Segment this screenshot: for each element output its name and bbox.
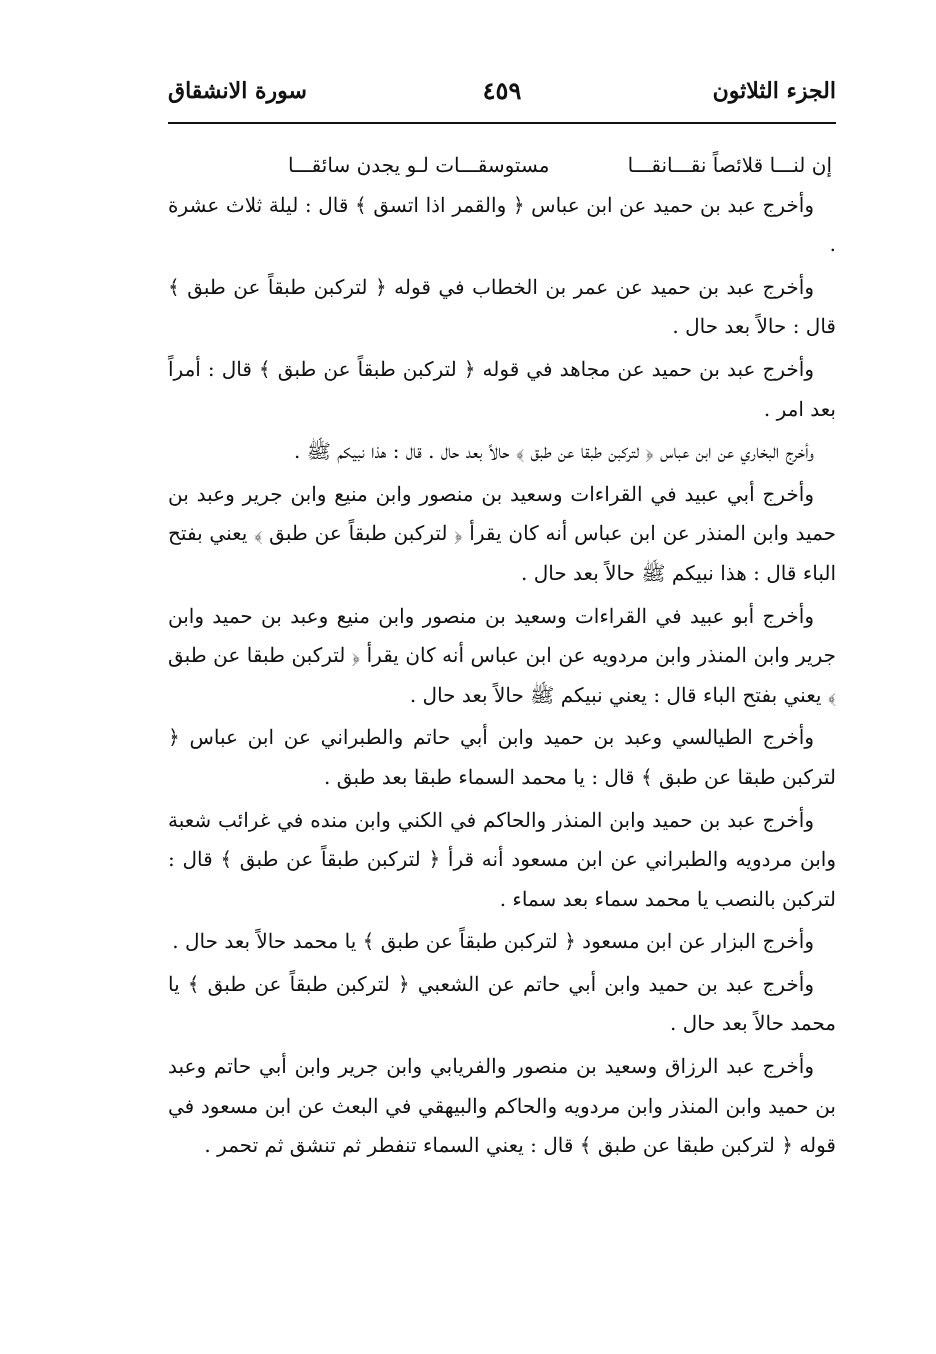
narration-paragraph: وأخرج أبو عبيد في القراءات وسعيد بن منصور وابن منيع وعبد بن حميد وابن جرير وابن المنذر وابن مردويه عن ابن عباس أنه كان يقرأ ﴿ لتركبن طبقا عن طبق ﴾ يعني بفتح الباء قال : يعني نبيكم ﷺ حالاً بعد حال . [168, 603, 836, 707]
page-number: ٤٥٩ [482, 76, 522, 105]
surah-label: سورة الانشقاق [168, 78, 307, 104]
narration-paragraph: وأخرج عبد الرزاق وسعيد بن منصور والفريابي وابن جرير وابن أبي حاتم وعبد بن حميد وابن المنذر وابن مردويه والحاكم والبيهقي في البعث عن ابن مسعود في قوله ﴿ لتركبن طبقا عن طبق ﴾ قال : يعني السماء تنفطر ثم تنشق ثم تحمر . [168, 1054, 836, 1158]
narration-paragraph: وأخرج الطيالسي وعبد بن حميد وابن أبي حاتم والطبراني عن ابن عباس ﴿ لتركبن طبقا عن طبق ﴾ قال : يا محمد السماء طبقا بعد طبق . [168, 725, 836, 789]
narration-paragraph: وأخرج عبد بن حميد وابن أبي حاتم عن الشعبي ﴿ لتركبن طبقاً عن طبق ﴾ يا محمد حالاً بعد حال . [168, 971, 836, 1036]
narration-paragraph: وأخرج عبد بن حميد عن ابن عباس ﴿ والقمر اذا اتسق ﴾ قال : ليلة ثلاث عشرة . [168, 192, 836, 257]
page-header [168, 72, 836, 116]
narration-paragraph: وأخرج عبد بن حميد عن مجاهد في قوله ﴿ لتركبن طبقاً عن طبق ﴾ قال : أمراً بعد امر . [168, 356, 836, 421]
juz-label: الجزء الثلاثون [712, 78, 836, 104]
verse-second-hemistich: مستوسقـــات لـو يجدن سائقـــا [288, 153, 550, 177]
header-divider [168, 122, 836, 124]
page-body [168, 146, 836, 1166]
narration-paragraph: وأخرج عبد بن حميد وابن المنذر والحاكم في الكني وابن منده في غرائب شعبة وابن مردويه والطبراني عن ابن مسعود أنه قرأ ﴿ لتركبن طبقاً عن طبق ﴾ قال : لتركبن بالنصب يا محمد سماء بعد سماء . [168, 807, 836, 911]
narration-paragraph: وأخرج البزار عن ابن مسعود ﴿ لتركبن طبقاً عن طبق ﴾ يا محمد حالاً بعد حال . [172, 929, 814, 954]
narration-paragraph: وأخرج أبي عبيد في القراءات وسعيد بن منصور وابن منيع وابن جرير وعبد بن حميد وابن المنذر عن ابن عباس أنه كان يقرأ ﴿ لتركبن طبقاً عن طبق ﴾ يعني بفتح الباء قال : هذا نبيكم ﷺ حالاً بعد حال . [168, 481, 836, 585]
verse-first-hemistich: إن لنـــا قلائصاً نقـــانقـــا [627, 153, 832, 177]
narration-paragraph: وأخرج عبد بن حميد عن عمر بن الخطاب في قوله ﴿ لتركبن طبقاً عن طبق ﴾ قال : حالاً بعد حال . [168, 274, 836, 339]
narration-paragraph: وأخرج البخاري عن ابن عباس ﴿ لتركبن طبقا عن طبق ﴾ حالاً بعد حال . قال : هذا نبيكم ﷺ . [293, 439, 814, 464]
poetry-verse [168, 146, 836, 186]
